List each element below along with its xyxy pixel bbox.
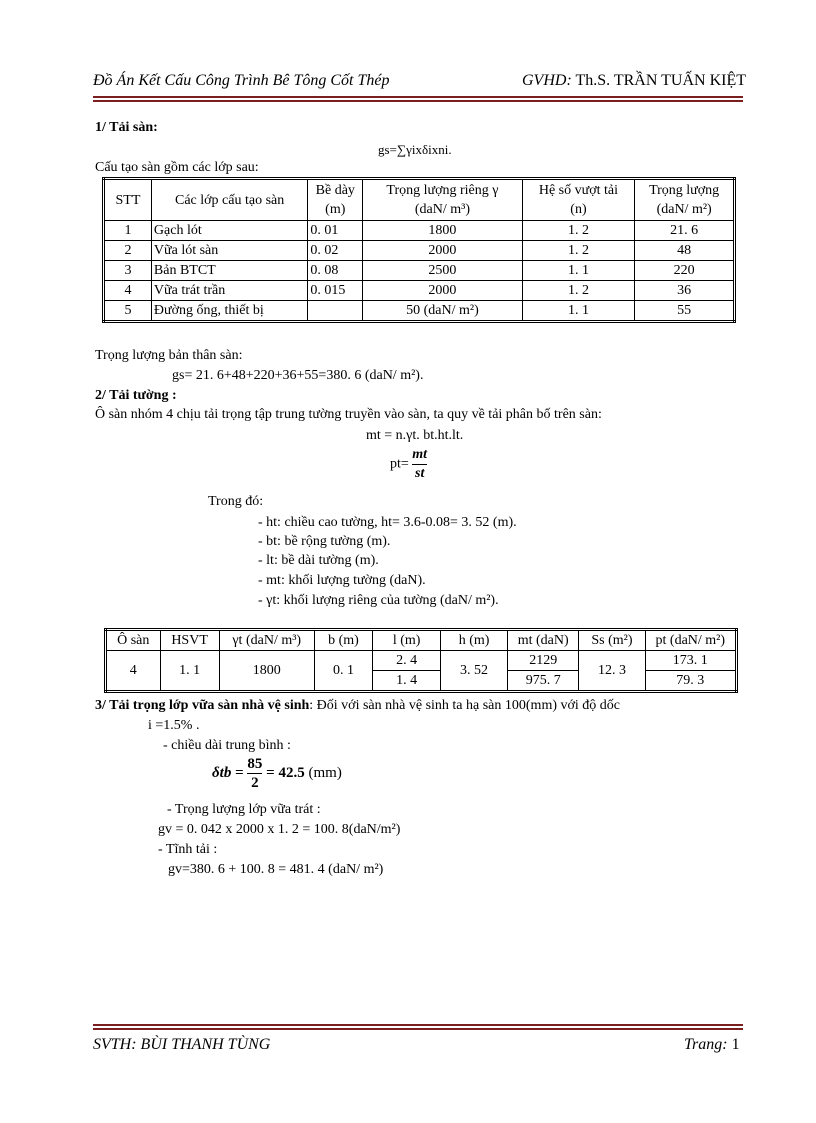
cell: 1800 xyxy=(363,221,522,241)
table-row xyxy=(104,261,735,281)
wall-mass-formula: mt = n.γt. bt.ht.lt. xyxy=(366,428,464,443)
header-supervisor-label: GVHD: xyxy=(522,72,572,89)
cell: 173. 1 xyxy=(645,651,736,671)
th-l: l (m) xyxy=(373,630,441,651)
cell: 0. 02 xyxy=(308,241,363,261)
th-layer: Các lớp cấu tạo sàn xyxy=(151,179,307,221)
table-row xyxy=(104,301,735,322)
cell xyxy=(308,301,363,322)
cell: 1. 1 xyxy=(160,651,219,692)
wall-load-fraction xyxy=(412,446,427,483)
avg-fraction xyxy=(247,755,262,792)
cell: 1 xyxy=(104,221,152,241)
footer-page xyxy=(684,1036,740,1054)
floor-layers-table xyxy=(102,177,736,323)
cell: 2 xyxy=(104,241,152,261)
table-row xyxy=(104,281,735,301)
wall-load-lhs: pt= xyxy=(390,456,409,472)
th-slab: Ô sàn xyxy=(106,630,161,651)
header-supervisor xyxy=(522,72,746,90)
th-density: Trọng lượng riêng γ (daN/ m³) xyxy=(363,179,522,221)
table-row xyxy=(104,241,735,261)
cell: 220 xyxy=(635,261,735,281)
th-h: h (m) xyxy=(441,630,508,651)
cell: 50 (daN/ m²) xyxy=(363,301,522,322)
cell: 3. 52 xyxy=(441,651,508,692)
section1-title: 1/ Tải sàn: xyxy=(95,120,158,135)
avg-den: 2 xyxy=(251,775,259,791)
cell: 2000 xyxy=(363,241,522,261)
footer-rule xyxy=(93,1024,743,1030)
where-item: - γt: khối lượng riêng của tường (daN/ m²). xyxy=(258,593,499,608)
wall-load-header-row xyxy=(106,630,737,651)
cell: 1800 xyxy=(219,651,314,692)
dead-load-label: - Tĩnh tải : xyxy=(158,842,218,857)
header-rule xyxy=(93,96,743,102)
table-row xyxy=(106,651,737,671)
cell: 21. 6 xyxy=(635,221,735,241)
cell: 1. 1 xyxy=(522,261,635,281)
th-stt: STT xyxy=(104,179,152,221)
equals-1: = xyxy=(235,764,244,781)
th-b: b (m) xyxy=(314,630,372,651)
self-weight-label: Trọng lượng bản thân sàn: xyxy=(95,348,243,363)
avg-result: = 42.5 xyxy=(266,764,305,781)
footer-student: SVTH: BÙI THANH TÙNG xyxy=(93,1036,271,1053)
section3-title-rest: : Đối với sàn nhà vệ sinh ta hạ sàn 100(mm) với độ dốc xyxy=(309,698,620,713)
wall-load-formula xyxy=(390,446,427,483)
header-title: Đồ Án Kết Cấu Công Trình Bê Tông Cốt Thép xyxy=(93,72,390,89)
cell: 4 xyxy=(106,651,161,692)
cell: 3 xyxy=(104,261,152,281)
cell: 2129 xyxy=(508,651,579,671)
avg-length-formula xyxy=(212,755,342,792)
cell: Gạch lót xyxy=(151,221,307,241)
cell: 4 xyxy=(104,281,152,301)
header-supervisor-name: Th.S. TRẦN TUẤN KIỆT xyxy=(571,72,746,89)
cell: 1. 2 xyxy=(522,241,635,261)
section3-title xyxy=(95,698,620,714)
cell: 975. 7 xyxy=(508,671,579,692)
table-row xyxy=(104,221,735,241)
footer-page-number: 1 xyxy=(727,1036,740,1053)
floor-layers-header-row xyxy=(104,179,735,221)
avg-num: 85 xyxy=(247,756,263,772)
mortar-value: gv = 0. 042 x 2000 x 1. 2 = 100. 8(daN/m²) xyxy=(158,822,401,837)
wall-load-den: st xyxy=(415,466,425,481)
wall-load-table xyxy=(104,628,738,693)
th-pt: pt (daN/ m²) xyxy=(645,630,736,651)
cell: 55 xyxy=(635,301,735,322)
cell: 0. 08 xyxy=(308,261,363,281)
where-item: - bt: bề rộng tường (m). xyxy=(258,534,391,549)
delta-symbol: δtb xyxy=(212,764,232,781)
th-factor: Hệ số vượt tải (n) xyxy=(522,179,635,221)
cell: Vữa trát trần xyxy=(151,281,307,301)
cell: 1. 2 xyxy=(522,221,635,241)
th-thickness: Bề dày (m) xyxy=(308,179,363,221)
wall-load-num: mt xyxy=(412,446,427,465)
cell: 48 xyxy=(635,241,735,261)
th-hsvt: HSVT xyxy=(160,630,219,651)
section1-intro: Cấu tạo sàn gồm các lớp sau: xyxy=(95,160,259,175)
cell: 36 xyxy=(635,281,735,301)
cell: 79. 3 xyxy=(645,671,736,692)
cell: 12. 3 xyxy=(579,651,645,692)
th-ss: Ss (m²) xyxy=(579,630,645,651)
cell: Vữa lót sàn xyxy=(151,241,307,261)
cell: 2500 xyxy=(363,261,522,281)
th-gamma: γt (daN/ m³) xyxy=(219,630,314,651)
where-item: - mt: khối lượng tường (daN). xyxy=(258,573,426,588)
th-mt: mt (daN) xyxy=(508,630,579,651)
th-weight: Trọng lượng (daN/ m²) xyxy=(635,179,735,221)
cell: Bản BTCT xyxy=(151,261,307,281)
section2-intro: Ô sàn nhóm 4 chịu tải trọng tập trung tường truyền vào sàn, ta quy về tải phân bố trên sàn: xyxy=(95,407,602,422)
where-item: - ht: chiều cao tường, ht= 3.6-0.08= 3. 52 (m). xyxy=(258,515,517,530)
cell: 0. 1 xyxy=(314,651,372,692)
where-item: - lt: bề dài tường (m). xyxy=(258,553,379,568)
cell: 1. 2 xyxy=(522,281,635,301)
section3-title-bold: 3/ Tải trọng lớp vữa sàn nhà vệ sinh xyxy=(95,698,310,713)
slope-text: i =1.5% . xyxy=(148,718,200,733)
dead-load-value: gv=380. 6 + 100. 8 = 481. 4 (daN/ m²) xyxy=(168,862,384,877)
cell: 2000 xyxy=(363,281,522,301)
where-label: Trong đó: xyxy=(208,494,264,509)
cell: Đường ống, thiết bị xyxy=(151,301,307,322)
cell: 2. 4 xyxy=(373,651,441,671)
avg-length-label: - chiều dài trung bình : xyxy=(163,738,291,753)
cell: 0. 015 xyxy=(308,281,363,301)
cell: 1. 4 xyxy=(373,671,441,692)
cell: 1. 1 xyxy=(522,301,635,322)
mortar-label: - Trọng lượng lớp vữa trát : xyxy=(167,802,321,817)
footer-page-label: Trang: xyxy=(684,1036,728,1053)
section2-title: 2/ Tải tường : xyxy=(95,388,177,403)
cell: 0. 01 xyxy=(308,221,363,241)
section1-formula: gs=∑γixδixni. xyxy=(378,142,452,157)
avg-unit: (mm) xyxy=(304,764,342,781)
self-weight-value: gs= 21. 6+48+220+36+55=380. 6 (daN/ m²). xyxy=(172,368,424,383)
cell: 5 xyxy=(104,301,152,322)
